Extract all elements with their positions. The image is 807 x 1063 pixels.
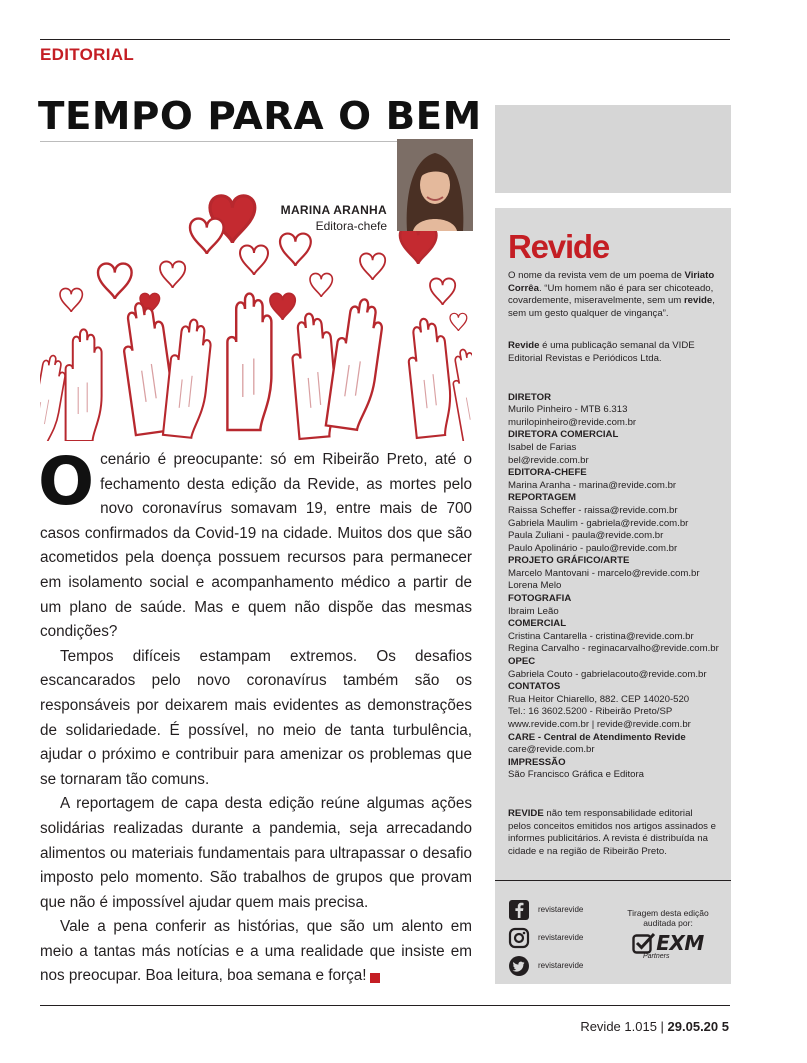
publisher-brand: Revide	[508, 340, 540, 352]
origin-word: revide	[683, 295, 713, 307]
staff-line: Regina Carvalho - reginacarvalho@revide.com.br	[508, 643, 719, 655]
author-name: MARINA ARANHA	[280, 203, 387, 217]
origin-text: O nome da revista vem de um poema de	[508, 270, 685, 281]
author-byline	[281, 202, 387, 234]
folio-date: 29.05.20	[667, 1019, 719, 1034]
staff-role-title: FOTOGRAFIA	[508, 593, 572, 605]
staff-line: bel@revide.com.br	[508, 454, 589, 466]
social-handle: revistarevide	[538, 960, 584, 970]
staff-role-title: OPEC	[508, 656, 536, 668]
staff-line: Tel.: 16 3602.5200 - Ribeirão Preto/SP	[508, 706, 673, 718]
exm-brand: EXM	[656, 930, 704, 955]
revide-logo: Revide	[508, 228, 610, 265]
staff-line: Murilo Pinheiro - MTB 6.313	[508, 404, 628, 416]
instagram-icon	[508, 927, 530, 949]
article-paragraph	[40, 915, 472, 989]
origin-text: , sem um gesto qualquer de vingança”.	[508, 295, 715, 319]
audit-text: Tiragem desta edição auditada por:	[627, 908, 709, 928]
staff-line: care@revide.com.br	[508, 744, 595, 756]
staff-line: Ibraim Leão	[508, 605, 559, 617]
masthead-publisher	[508, 340, 717, 365]
masthead-disclaimer	[508, 808, 717, 858]
staff-line: www.revide.com.br | revide@revide.com.br	[508, 719, 691, 730]
staff-role-title: DIRETORA COMERCIAL	[508, 429, 619, 441]
disclaimer-brand: REVIDE	[508, 807, 544, 819]
staff-role-title: CARE - Central de Atendimento Revide	[508, 731, 686, 743]
exm-subtitle: Partners	[643, 953, 670, 960]
origin-poet: Viriato Corrêa	[508, 270, 715, 294]
bottom-rule	[40, 1005, 730, 1006]
masthead-divider	[495, 880, 731, 881]
page-folio	[580, 1019, 729, 1034]
staff-role-title: CONTATOS	[508, 681, 561, 693]
social-handle: revistarevide	[538, 904, 584, 914]
social-instagram[interactable]	[508, 924, 583, 952]
staff-line: Isabel de Farias	[508, 441, 577, 453]
staff-line: Gabriela Maulim - gabriela@revide.com.br	[508, 517, 689, 529]
staff-role-title: EDITORA-CHEFE	[508, 467, 587, 479]
social-links	[508, 896, 583, 980]
headline: TEMPO PARA O BEM	[38, 94, 482, 138]
masthead-origin	[508, 270, 717, 320]
audit-badge	[613, 908, 723, 964]
staff-role-title: PROJETO GRÁFICO/ARTE	[508, 555, 630, 567]
article-paragraph: A reportagem de capa desta edição reúne algumas ações solidárias realizadas durante a pandemia, seja arrecadando alimentos ou materiais fundamentais para ultrapassar o desafio imposto pelo momento. São trabalhos de grupos que provam que não é impossível ajudar quem mais precisa.	[40, 795, 472, 911]
article-paragraph: Tempos difíceis estampam extremos. Os desafios escancarados pelo novo coronavírus também são os responsáveis por deixarem mais evidentes as demonstrações de solidariedade. É possível, no meio de tanta turbulência, ajudar o próximo e contribuir para amenizar os problemas que se tornaram tão comuns.	[40, 647, 472, 788]
staff-line: São Francisco Gráfica e Editora	[508, 769, 644, 781]
staff-line: murilopinheiro@revide.com.br	[508, 416, 637, 428]
author-portrait	[397, 139, 473, 231]
disclaimer-text: não tem responsabilidade editorial pelos conceitos emitidos nos artigos assinados e informes publicitários. A revista é distribuída na cidade e na região de Ribeirão Preto.	[508, 807, 716, 857]
staff-role-title: COMERCIAL	[508, 618, 567, 630]
staff-role-title: DIRETOR	[508, 391, 551, 403]
staff-line: Paula Zuliani - paula@revide.com.br	[508, 530, 664, 542]
end-mark-icon: R	[370, 973, 380, 983]
masthead-sidebar	[495, 208, 731, 984]
editorial-article	[38, 443, 472, 989]
origin-text: . “Um homem não é para ser chicoteado, covardemente, miseravelmente, sem um	[508, 282, 714, 307]
top-rule	[40, 39, 730, 40]
ad-placeholder	[495, 105, 731, 193]
drop-cap: O	[38, 443, 95, 520]
staff-line: Raissa Scheffer - raissa@revide.com.br	[508, 504, 678, 516]
social-facebook[interactable]	[508, 896, 583, 924]
staff-role-title: REPORTAGEM	[508, 492, 577, 504]
staff-line: Rua Heitor Chiarello, 882. CEP 14020-520	[508, 693, 690, 705]
author-role: Editora-chefe	[315, 219, 387, 233]
article-paragraph-text: Vale a pena conferir as histórias, que são um alento em meio a tantas más notícias e a uma realidade que insiste em nos preocupar. Boa leitura, boa semana e força!	[40, 918, 472, 985]
folio-page-number: 5	[721, 1019, 729, 1034]
staff-line: Gabriela Couto - gabrielacouto@revide.com.br	[508, 668, 707, 680]
twitter-icon	[508, 955, 530, 977]
staff-role-title: IMPRESSÃO	[508, 756, 566, 768]
article-paragraph	[38, 443, 472, 645]
staff-list	[508, 392, 717, 782]
staff-line: Marina Aranha - marina@revide.com.br	[508, 479, 677, 491]
social-handle: revistarevide	[538, 932, 584, 942]
author-portrait-art	[397, 139, 473, 231]
facebook-icon	[508, 899, 530, 921]
staff-line: Cristina Cantarella - cristina@revide.com.br	[508, 630, 694, 642]
publisher-text: é uma publicação semanal da VIDE Editorial Revistas e Periódicos Ltda.	[508, 340, 695, 364]
section-label: EDITORIAL	[40, 45, 135, 64]
social-twitter[interactable]	[508, 952, 583, 980]
staff-line: Marcelo Mantovani - marcelo@revide.com.br	[508, 567, 700, 579]
staff-line: Lorena Melo	[508, 580, 562, 592]
article-paragraph-text: cenário é preocupante: só em Ribeirão Preto, até o fechamento desta edição da Revide, as mortes pelo novo coronavírus somavam 19, entre mais de 700 casos confirmados da Covid-19 na cidade. Muitos dos que são acometidos pela doença possuem recursos para permanecer em isolamento social e acompanhamento médico a partir de um plano de saúde. Mas e quem não dispõe das mesmas condições?	[40, 451, 472, 641]
staff-line: Paulo Apolinário - paulo@revide.com.br	[508, 542, 678, 554]
folio-magazine: Revide 1.015 |	[580, 1019, 668, 1034]
